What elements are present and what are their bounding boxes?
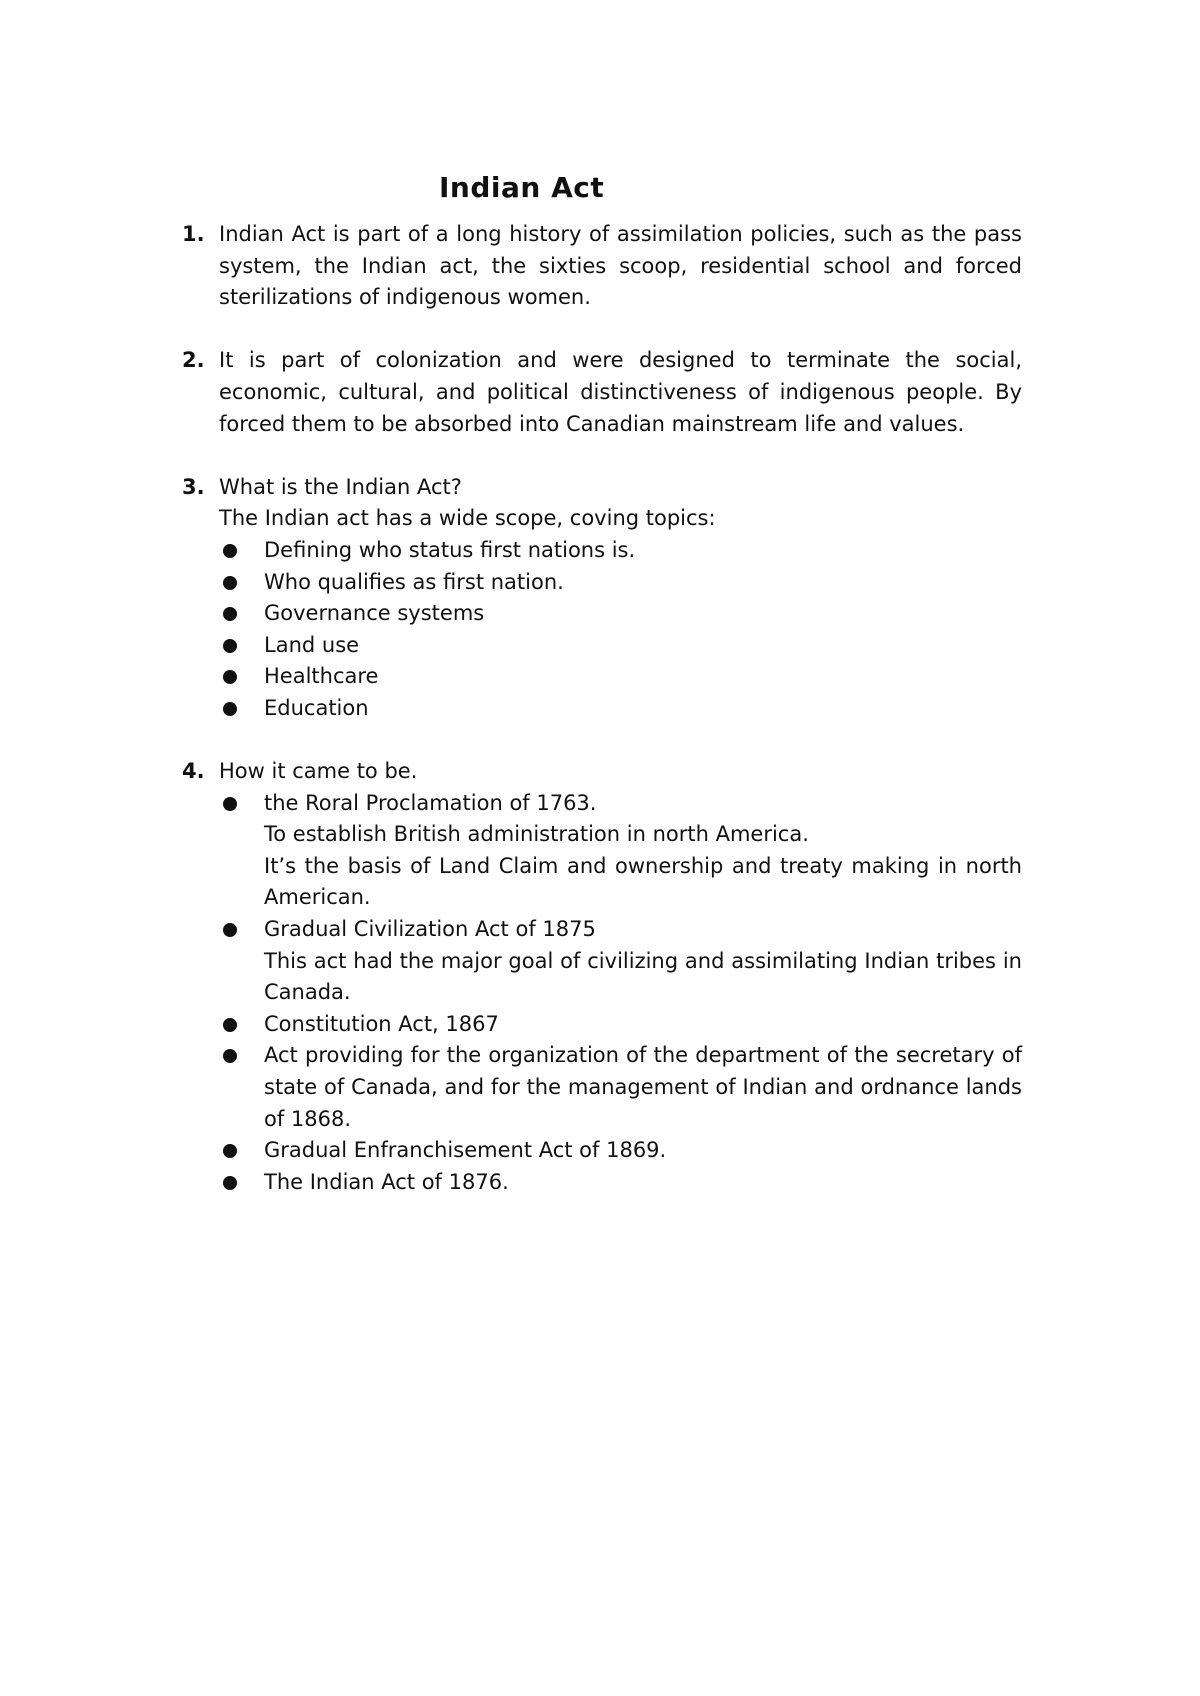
bullet-text: the Roral Proclamation of 1763.: [264, 790, 597, 815]
bullet-text: Defining who status first nations is.: [264, 537, 636, 562]
bullet-item: [219, 914, 1022, 1009]
document-title: Indian Act: [439, 171, 605, 204]
bullet-text: The Indian Act of 1876.: [264, 1169, 509, 1194]
bullet-text: Gradual Enfranchisement Act of 1869.: [264, 1138, 667, 1163]
bullet-dot-icon: [223, 797, 237, 811]
bullet-item: [219, 661, 1022, 693]
bullet-dot-icon: [223, 670, 237, 684]
bullet-dot-icon: [223, 923, 237, 937]
bullet-item: [219, 535, 1022, 567]
item-heading: How it came to be.: [219, 759, 418, 784]
item-text: It is part of colonization and were designed to terminate the social, economic, cultural, and political distinctiveness of indigenous people. By forced them to be absorbed into Canadian mainstream life and values.: [219, 348, 1022, 436]
bullet-item: [219, 1009, 1022, 1041]
bullet-item: [219, 1167, 1022, 1199]
bullet-subtext: This act had the major goal of civilizing and assimilating Indian tribes in Canada.: [264, 948, 1022, 1005]
history-bullet-list: [219, 788, 1022, 1199]
bullet-text: Land use: [264, 632, 360, 657]
bullet-dot-icon: [223, 1144, 237, 1158]
item-number: 4.: [182, 759, 205, 784]
bullet-subtext: To establish British administration in north America.: [264, 822, 809, 847]
bullet-dot-icon: [223, 702, 237, 716]
bullet-item: [219, 788, 1022, 914]
bullet-dot-icon: [223, 576, 237, 590]
bullet-item: [219, 693, 1022, 725]
bullet-text: Governance systems: [264, 601, 485, 626]
bullet-dot-icon: [223, 1176, 237, 1190]
item-number: 2.: [182, 348, 205, 373]
list-item-3: [182, 472, 1022, 725]
bullet-dot-icon: [223, 639, 237, 653]
bullet-text: Education: [264, 695, 369, 720]
item-number: 3.: [182, 474, 205, 499]
bullet-dot-icon: [223, 544, 237, 558]
bullet-dot-icon: [223, 1049, 237, 1063]
item-intro: The Indian act has a wide scope, coving topics:: [219, 506, 716, 531]
item-question: What is the Indian Act?: [219, 474, 462, 499]
bullet-text: Gradual Civilization Act of 1875: [264, 917, 596, 942]
bullet-item: [219, 1135, 1022, 1167]
bullet-item: [219, 598, 1022, 630]
bullet-dot-icon: [223, 607, 237, 621]
list-item-1: [182, 219, 1022, 314]
bullet-text: Act providing for the organization of the department of the secretary of state of Canada, and for the management of Indian and ordnance lands of 1868.: [264, 1043, 1022, 1131]
numbered-list: [182, 219, 1022, 1198]
bullet-subtext: It’s the basis of Land Claim and ownership and treaty making in north American.: [264, 853, 1022, 910]
bullet-text: Healthcare: [264, 664, 379, 689]
bullet-text: Who qualifies as first nation.: [264, 569, 564, 594]
item-text: Indian Act is part of a long history of assimilation policies, such as the pass system, the Indian act, the sixties scoop, residential school and forced sterilizations of indigenous women.: [219, 222, 1022, 310]
bullet-item: [219, 567, 1022, 599]
item-number: 1.: [182, 222, 205, 246]
list-item-2: [182, 345, 1022, 440]
bullet-dot-icon: [223, 1018, 237, 1032]
topics-bullet-list: [219, 535, 1022, 725]
bullet-text: Constitution Act, 1867: [264, 1011, 499, 1036]
bullet-item: [219, 1040, 1022, 1135]
list-item-4: [182, 756, 1022, 1198]
bullet-item: [219, 630, 1022, 662]
